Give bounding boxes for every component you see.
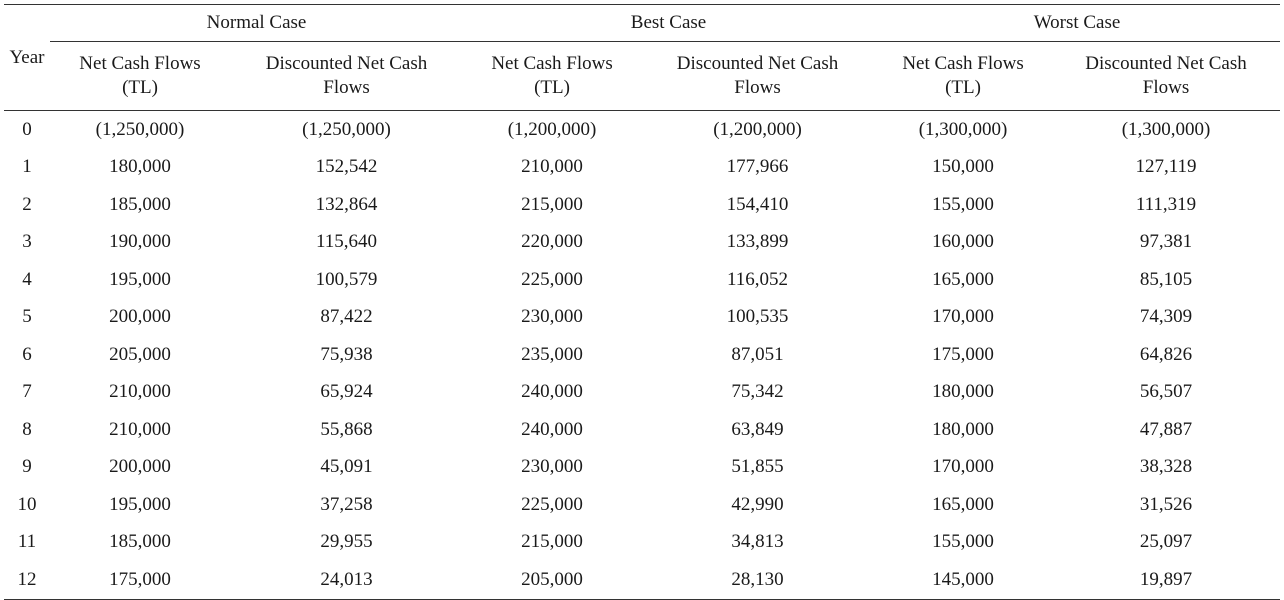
normal-discounted-cell: 55,868 [320, 418, 373, 440]
table-row [4, 149, 1280, 187]
normal-net-cash-flow-cell: 200,000 [109, 306, 171, 328]
best-discounted-cell: 154,410 [726, 193, 789, 215]
best-net-cash-flow-cell: 240,000 [521, 418, 583, 440]
best-discounted-cell: 42,990 [731, 493, 784, 515]
best-discounted-cell: 34,813 [731, 531, 784, 553]
worst-case-header: Worst Case [874, 5, 1280, 42]
normal-discounted-cell: 37,258 [320, 493, 373, 515]
best-net-cash-flow-cell: 225,000 [521, 268, 583, 290]
normal-discounted-cell: (1,250,000) [302, 118, 391, 140]
year-cell: 10 [17, 493, 37, 515]
worst-discounted-cell: 31,526 [1139, 493, 1193, 515]
worst-net-cash-flow-cell: 170,000 [932, 306, 994, 328]
worst-discounted-cell: 74,309 [1139, 306, 1193, 328]
worst-net-cash-flow-cell: 165,000 [932, 493, 994, 515]
worst-net-cash-flow-cell: 155,000 [932, 193, 994, 215]
worst-net-cash-flow-cell: 160,000 [932, 231, 994, 253]
table-body [4, 111, 1280, 600]
worst-discounted-cell: 127,119 [1135, 156, 1197, 178]
normal-net-cash-flow-cell: 185,000 [109, 193, 171, 215]
year-cell: 11 [17, 531, 37, 553]
worst-net-cash-flow-cell: 165,000 [932, 268, 994, 290]
table-row [4, 299, 1280, 337]
table-row [4, 261, 1280, 299]
normal-discounted-cell: 115,640 [315, 231, 378, 253]
best-discounted-cell: 51,855 [731, 456, 784, 478]
worst-discounted-cell: 111,319 [1135, 193, 1197, 215]
best-discounted-cell: 75,342 [731, 381, 784, 403]
year-cell: 5 [22, 306, 32, 328]
worst-discounted-cell: 47,887 [1139, 418, 1193, 440]
worst-discounted-cell: 64,826 [1139, 343, 1193, 365]
normal-net-cash-flow-cell: 210,000 [109, 381, 171, 403]
best-discounted-cell: 116,052 [726, 268, 789, 290]
worst-net-cash-flow-cell: 145,000 [874, 561, 1052, 599]
worst-net-cash-flow-cell: 175,000 [932, 343, 994, 365]
best-net-cash-flow-cell: (1,200,000) [507, 118, 597, 140]
normal-net-cash-flow-cell: 205,000 [109, 343, 171, 365]
worst-discounted-cell: 97,381 [1139, 231, 1193, 253]
worst-net-cash-flow-cell: 155,000 [932, 531, 994, 553]
year-cell: 7 [22, 381, 32, 403]
column-header-row [4, 42, 1280, 111]
worst-discounted-cell: 25,097 [1139, 531, 1193, 553]
best-discounted-cell: 133,899 [726, 231, 789, 253]
table-row [4, 449, 1280, 487]
year-cell: 12 [4, 561, 50, 599]
best-net-cash-flow-cell: 215,000 [521, 193, 583, 215]
normal-net-cash-flow-cell: 185,000 [109, 531, 171, 553]
best-case-header: Best Case [463, 5, 874, 42]
table-row [4, 374, 1280, 412]
worst-net-cash-flow-cell: (1,300,000) [918, 118, 1008, 140]
normal-net-cash-flow-cell: 210,000 [109, 418, 171, 440]
normal-net-cash-flow-cell: 180,000 [109, 156, 171, 178]
table-row [4, 224, 1280, 262]
normal-net-cash-flow-cell: 200,000 [109, 456, 171, 478]
best-net-cash-flow-cell: 215,000 [521, 531, 583, 553]
year-cell: 0 [22, 118, 32, 140]
table-row [4, 524, 1280, 562]
worst-net-cash-flow-cell: 180,000 [932, 381, 994, 403]
worst-net-cash-flow-cell: 180,000 [932, 418, 994, 440]
normal-discounted-cell: 152,542 [315, 156, 378, 178]
normal-net-cash-flow-cell: 175,000 [50, 561, 230, 599]
worst-net-cash-flow-cell: 150,000 [932, 156, 994, 178]
year-cell: 1 [22, 156, 32, 178]
table-row [4, 561, 1280, 599]
table-row [4, 411, 1280, 449]
best-discounted-cell: 63,849 [731, 418, 784, 440]
best-discounted-cell: (1,200,000) [713, 118, 802, 140]
normal-discounted-cell: 45,091 [320, 456, 373, 478]
normal-discounted-cell: 87,422 [320, 306, 373, 328]
best-net-cash-flow-cell: 230,000 [521, 456, 583, 478]
best-discounted-cell: 100,535 [726, 306, 789, 328]
year-cell: 4 [22, 268, 32, 290]
normal-discounted-cell: 24,013 [230, 561, 463, 599]
normal-net-cash-flow-cell: 195,000 [109, 493, 171, 515]
table-row [4, 486, 1280, 524]
worst-discounted-cell: (1,300,000) [1121, 118, 1211, 140]
normal-net-cash-flow-cell: 190,000 [109, 231, 171, 253]
normal-discounted-header: Discounted Net Cash Flows [230, 42, 463, 111]
worst-discounted-header: Discounted Net Cash Flows [1052, 42, 1280, 111]
normal-net-cash-flow-cell: (1,250,000) [95, 118, 185, 140]
table-row [4, 336, 1280, 374]
year-cell: 9 [22, 456, 32, 478]
year-cell: 2 [22, 193, 32, 215]
best-discounted-cell: 87,051 [731, 343, 784, 365]
worst-discounted-cell: 85,105 [1139, 268, 1193, 290]
normal-case-header: Normal Case [50, 5, 463, 42]
normal-discounted-cell: 100,579 [315, 268, 378, 290]
normal-discounted-cell: 75,938 [320, 343, 373, 365]
year-cell: 3 [22, 231, 32, 253]
normal-discounted-cell: 29,955 [320, 531, 373, 553]
table-row [4, 186, 1280, 224]
case-header-row [4, 5, 1280, 42]
normal-discounted-cell: 132,864 [315, 193, 378, 215]
normal-discounted-cell: 65,924 [320, 381, 373, 403]
normal-net-cash-flow-cell: 195,000 [109, 268, 171, 290]
best-discounted-cell: 28,130 [641, 561, 874, 599]
best-net-cash-flow-cell: 240,000 [521, 381, 583, 403]
normal-net-cash-flows-header: Net Cash Flows (TL) [50, 42, 230, 111]
cash-flow-table [4, 4, 1280, 600]
best-net-cash-flow-cell: 230,000 [521, 306, 583, 328]
worst-discounted-cell: 19,897 [1052, 561, 1280, 599]
best-net-cash-flows-header: Net Cash Flows (TL) [463, 42, 641, 111]
year-cell: 8 [22, 418, 32, 440]
worst-discounted-cell: 56,507 [1139, 381, 1193, 403]
best-net-cash-flow-cell: 235,000 [521, 343, 583, 365]
best-net-cash-flow-cell: 210,000 [521, 156, 583, 178]
table-row [4, 111, 1280, 149]
best-net-cash-flow-cell: 225,000 [521, 493, 583, 515]
year-header: Year [4, 5, 50, 111]
worst-discounted-cell: 38,328 [1139, 456, 1193, 478]
best-discounted-cell: 177,966 [726, 156, 789, 178]
best-discounted-header: Discounted Net Cash Flows [641, 42, 874, 111]
best-net-cash-flow-cell: 205,000 [463, 561, 641, 599]
worst-net-cash-flow-cell: 170,000 [932, 456, 994, 478]
worst-net-cash-flows-header: Net Cash Flows (TL) [874, 42, 1052, 111]
year-cell: 6 [22, 343, 32, 365]
best-net-cash-flow-cell: 220,000 [521, 231, 583, 253]
